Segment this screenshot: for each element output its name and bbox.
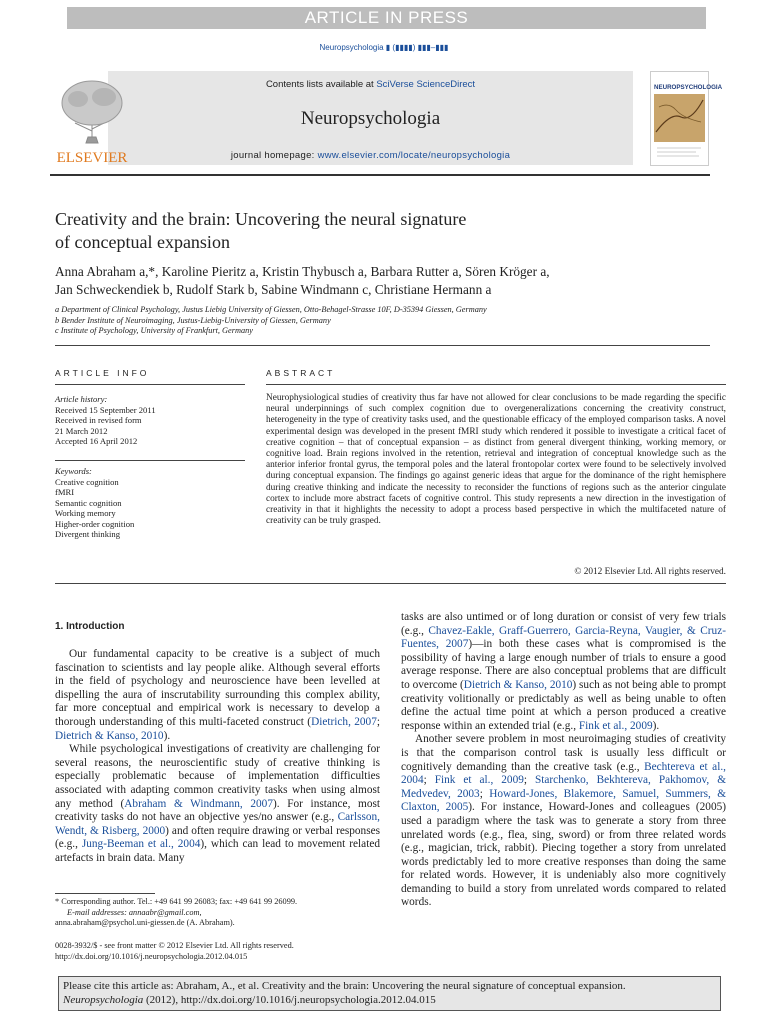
journal-reference[interactable]: Neuropsychologia ▮ (▮▮▮▮) ▮▮▮–▮▮▮ [319, 43, 449, 52]
publisher-name: ELSEVIER [56, 150, 128, 166]
citation-journal: Neuropsychologia [63, 994, 144, 1006]
title-line-2: of conceptual expansion [55, 232, 230, 252]
body-column-left [55, 648, 380, 866]
paragraph: Our fundamental capacity to be creative is a subject of much fascination to scientists and lay people alike. Although several efforts in the field of psychology and neuroscience have been levelled at dispelling the aura of inscrutability surrounding this complex ability, far more conceptual and empirical work is necessary to develop a thorough understanding of this multi-faceted construct (Dietrich, 2007; Dietrich & Kanso, 2010). [55, 648, 380, 742]
citation-link[interactable]: Dietrich & Kanso, 2010 [55, 729, 164, 742]
title-line-1: Creativity and the brain: Uncovering the neural signature [55, 209, 467, 229]
abstract-text: Neurophysiological studies of creativity thus far have not allowed for clear conclusions to be made regarding the specific neural underpinnings of such complex cognition due to overgeneralizations concerning the creativity construct, heterogeneity in the type of creativity tasks used, and the questionable efficacy of the employed comparison tasks. A novel experimental design was developed in the present fMRI study which rendered it possible to investigate a critical facet of creative cognition – that of conceptual expansion – as distinct from general divergent thinking, working memory, or cognitive load. Brain regions involved in the retention, retrieval and integration of conceptual knowledge such as the anterior inferior frontal gyrus, the temporal poles and the lateral frontopolar cortex were found to be selectively involved during conceptual expansion. The findings go against generic ideas that argue for the dominance of the right hemisphere during creative thinking and indicate the necessity to reconsider the functions of regions such as the anterior cingulate cortex to include more abstract facets of cognitive control. This study represents a new direction in the investigation of creativity in that it highlights the necessity to adopt a process based perspective in which the multifaceted nature of creativity can be truly grasped. [266, 393, 726, 527]
citation-link[interactable]: Starchenko, Bekhtereva, Pakhomov, & Medvedev, 2003 [401, 774, 726, 800]
footnote-email[interactable]: E-mail addresses: annaabr@gmail.com, [67, 907, 202, 917]
divider [266, 384, 726, 385]
body-column-right [401, 611, 726, 910]
affiliation-c: c Institute of Psychology, University of Frankfurt, Germany [55, 326, 253, 335]
keyword: Creative cognition [55, 476, 119, 487]
keywords-heading: Keywords: [55, 466, 92, 476]
doi-link[interactable]: http://dx.doi.org/10.1016/j.neuropsychologia.2012.04.015 [55, 951, 248, 961]
corresponding-author-footnote [55, 897, 380, 929]
history-item: Accepted 16 April 2012 [55, 436, 138, 446]
keyword: Higher-order cognition [55, 518, 135, 529]
affiliation-b: b Bender Institute of Neuroimaging, Justus-Liebig-University of Giessen, Germany [55, 315, 331, 325]
keyword: fMRI [55, 487, 75, 497]
abstract-heading: ABSTRACT [266, 368, 336, 378]
citation-text [63, 979, 718, 1007]
divider [55, 345, 710, 346]
contents-prefix: Contents lists available at [265, 79, 377, 90]
keyword: Semantic cognition [55, 497, 122, 508]
cover-title: NEUROPSYCHOLOGIA [654, 84, 723, 91]
citation-line-1: Please cite this article as: Abraham, A., et al. Creativity and the brain: Uncovering the neural signature of conceptual expansion. [63, 980, 626, 992]
divider [55, 384, 245, 385]
section-heading-introduction: 1. Introduction [55, 621, 125, 632]
affiliation-a: a Department of Clinical Psychology, Justus Liebig University of Giessen, Otto-Behagel-Strasse 10F, D-35394 Giessen, Germany [55, 305, 487, 314]
keywords [55, 466, 245, 540]
citation-doi[interactable]: (2012), http://dx.doi.org/10.1016/j.neuropsychologia.2012.04.015 [143, 994, 436, 1006]
author-list [55, 263, 705, 299]
affiliations [55, 305, 695, 337]
footnote-rule [55, 893, 155, 894]
issn-line: 0028-3932/$ - see front matter © 2012 Elsevier Ltd. All rights reserved. [55, 941, 294, 950]
divider [55, 583, 726, 584]
article-info-heading: ARTICLE INFO [55, 368, 150, 378]
article-in-press-banner: ARTICLE IN PRESS [67, 7, 706, 29]
journal-name: Neuropsychologia [300, 108, 441, 129]
journal-cover-thumbnail [650, 71, 723, 166]
keyword: Working memory [55, 508, 116, 518]
citation-link[interactable]: Abraham & Windmann, 2007 [124, 797, 273, 810]
citation-link[interactable]: Dietrich, 2007 [311, 715, 377, 728]
paragraph: Another severe problem in most neuroimaging studies of creativity is that the comparison control task is usually less difficult or cognitively demanding than the creative task (e.g., Bechtereva et al., 2004; Fink et al., 2009; Starchenko, Bekhtereva, Pakhomov, & Medvedev, 2003; Howard-Jones, Blakemore, Samuel, Summers, & Claxton, 2005). For instance, Howard-Jones and colleagues (2005) used a paradigm where the task was to generate a story from three unrelated words (e.g., flea, sing, sword) or from three related words (e.g., magician, trick, rabbit). Piecing together a story from unrelated words predictably led to more creative responses than doing the same for related words. However, it is undeniably also more cognitively demanding to build a story from unrelated words compared to related words. [401, 733, 727, 909]
article-title [55, 208, 695, 254]
history-item: Received in revised form [55, 415, 142, 425]
homepage-prefix: journal homepage: [230, 150, 318, 161]
journal-homepage-line [108, 150, 633, 161]
history-heading: Article history: [55, 394, 108, 404]
paragraph: tasks are also untimed or of long duration or consist of very few trials (e.g., Chavez-Eakle, Graff-Guerrero, Garcia-Reyna, Vaugier, & Cruz-Fuentes, 2007)—in both these cases what is compromised is the possibility of having a large enough number of trials to ensure a good average response. There are also conceptual problems that are difficult to overcome (Dietrich & Kanso, 2010) such as not being able to prompt creativity volitionally or predictably as well as being unable to often define the actual time point at which a person produced a creative response within an extended trial (e.g., Fink et al., 2009). [401, 611, 727, 732]
keyword: Divergent thinking [55, 529, 121, 539]
copyright-notice: © 2012 Elsevier Ltd. All rights reserved. [574, 567, 726, 577]
homepage-link[interactable]: www.elsevier.com/locate/neuropsychologia [317, 150, 511, 161]
divider [55, 460, 245, 461]
history-item: 21 March 2012 [55, 425, 108, 436]
citation-link[interactable]: Jung-Beeman et al., 2004 [81, 838, 201, 851]
article-history [55, 394, 245, 447]
citation-line-2 [63, 993, 718, 1007]
citation-link[interactable]: Bechtereva et al., 2004 [401, 760, 726, 787]
citation-link[interactable]: Fink et al., 2009 [434, 774, 524, 787]
contents-line [108, 79, 633, 90]
citation-link[interactable]: Fink et al., 2009 [578, 719, 653, 732]
authors-line-2[interactable]: Jan Schweckendiek b, Rudolf Stark b, Sabine Windmann c, Christiane Hermann a [55, 282, 492, 297]
authors-line-1[interactable]: Anna Abraham a,*, Karoline Pieritz a, Kristin Thybusch a, Barbara Rutter a, Sören Kröger a, [55, 264, 550, 279]
header-rule [50, 174, 710, 176]
citation-link[interactable]: Carlsson, Wendt, & Risberg, 2000 [55, 811, 380, 837]
history-item: Received 15 September 2011 [55, 404, 156, 415]
paragraph: While psychological investigations of creativity are challenging for several reasons, the neuroscientific study of creative thinking is especially problematic because of implementation difficulties associated with adapting common creativity tasks when using almost any method (Abraham & Windmann, 2007). For instance, most creativity tasks do not have an objective yes/no answer (e.g., Carlsson, Wendt, & Risberg, 2000) and often require drawing or verbal responses (e.g., Jung-Beeman et al., 2004), which can lead to movement related artefacts in brain data. Many [55, 743, 381, 864]
citation-link[interactable]: Chavez-Eakle, Graff-Guerrero, Garcia-Reyna, Vaugier, & Cruz-Fuentes, 2007 [401, 624, 726, 651]
footnote-email-2[interactable]: anna.abraham@psychol.uni-giessen.de (A. Abraham). [55, 918, 235, 927]
citation-link[interactable]: Dietrich & Kanso, 2010 [463, 678, 573, 691]
sciencedirect-link[interactable]: SciVerse ScienceDirect [376, 79, 476, 90]
citation-link[interactable]: Howard-Jones, Blakemore, Samuel, Summers, & Claxton, 2005 [401, 787, 726, 814]
issn-doi-block [55, 941, 380, 962]
footnote-line: * Corresponding author. Tel.: +49 641 99 26083; fax: +49 641 99 26099. [55, 897, 298, 906]
